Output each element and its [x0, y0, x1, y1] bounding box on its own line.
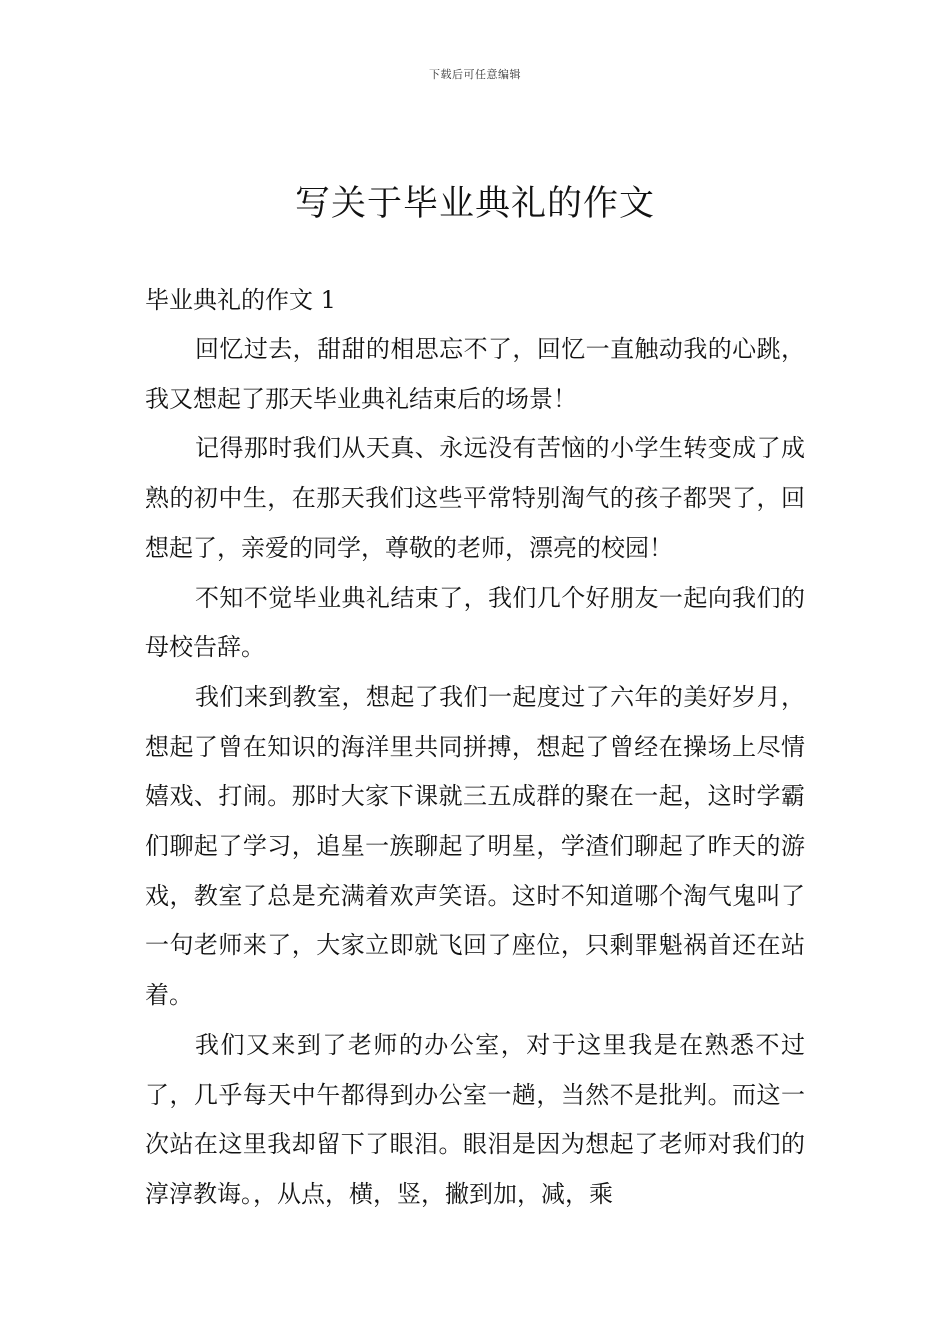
paragraph: 回忆过去，甜甜的相思忘不了，回忆一直触动我的心跳，我又想起了那天毕业典礼结束后的场景！	[145, 335, 805, 413]
header-note: 下载后可任意编辑	[429, 68, 521, 81]
paragraph: 记得那时我们从天真、永远没有苦恼的小学生转变成了成熟的初中生，在那天我们这些平常特别淘气的孩子都哭了，回想起了，亲爱的同学，尊敬的老师，漂亮的校园！	[145, 434, 805, 562]
paragraph: 不知不觉毕业典礼结束了，我们几个好朋友一起向我们的母校告辞。	[145, 583, 805, 662]
paragraph: 我们来到教室，想起了我们一起度过了六年的美好岁月，想起了曾在知识的海洋里共同拼搏，想起了曾经在操场上尽情嬉戏、打闹。那时大家下课就三五成群的聚在一起，这时学霸们聊起了学习，追星一族聊起了明星，学渣们聊起了昨天的游戏，教室了总是充满着欢声笑语。这时不知道哪个淘气鬼叫了一句老师来了，大家立即就飞回了座位，只剩罪魁祸首还在站着。	[145, 682, 805, 1010]
section-heading: 毕业典礼的作文 1	[145, 286, 336, 314]
document-body	[145, 280, 805, 1220]
paragraph: 我们又来到了老师的办公室，对于这里我是在熟悉不过了，几乎每天中午都得到办公室一趟，当然不是批判。而这一次站在这里我却留下了眼泪。眼泪是因为想起了老师对我们的淳淳教诲。，从点，横，竖，撇到加，减，乘	[145, 1030, 805, 1208]
document-title: 写关于毕业典礼的作文	[294, 184, 655, 224]
